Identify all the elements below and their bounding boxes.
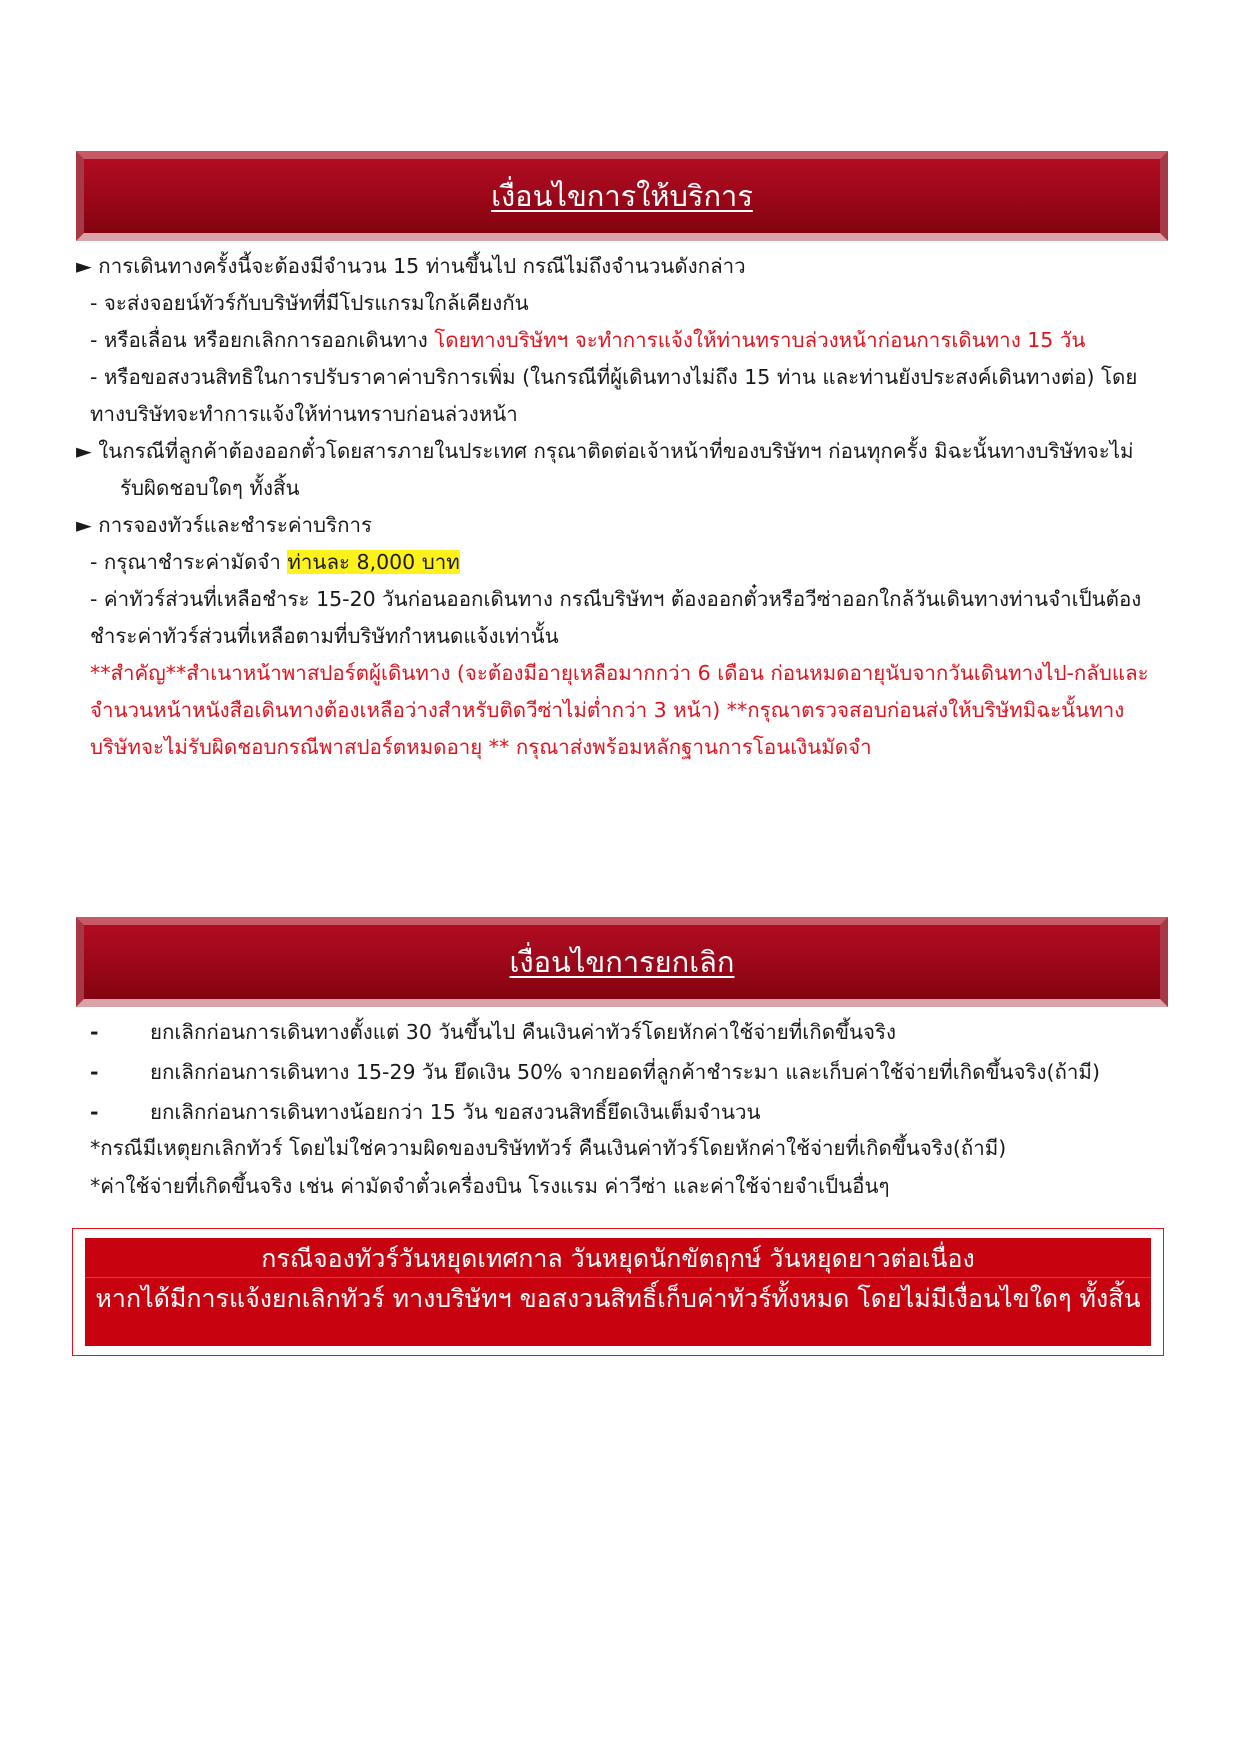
bullet-2-line-2: รับผิดชอบใดๆ ทั้งสิ้น bbox=[120, 476, 300, 500]
bullet-marker: ► bbox=[76, 513, 92, 537]
bullet-1-sub-2 bbox=[76, 322, 1176, 359]
list-item bbox=[90, 1092, 1170, 1132]
bullet-1-sub-3-line-2: ทางบริษัทจะทำการแจ้งให้ท่านทราบก่อนล่วงหน้า bbox=[90, 402, 518, 426]
bullet-1-sub-2-prefix: - หรือเลื่อน หรือยกเลิกการออกเดินทาง bbox=[90, 328, 435, 352]
list-marker: - bbox=[90, 1100, 99, 1124]
list-item-text: ยกเลิกก่อนการเดินทางน้อยกว่า 15 วัน ขอสงวนสิทธิ์ยึดเงินเต็มจำนวน bbox=[150, 1100, 761, 1124]
cancellation-conditions-banner bbox=[76, 917, 1168, 1007]
bullet-1-text: การเดินทางครั้งนี้จะต้องมีจำนวน 15 ท่านขึ้นไป กรณีไม่ถึงจำนวนดังกล่าว bbox=[98, 254, 746, 278]
deposit-prefix: - กรุณาชำระค่ามัดจำ bbox=[90, 550, 288, 574]
cancellation-notes bbox=[90, 1129, 1170, 1205]
bullet-1 bbox=[76, 248, 1176, 285]
balance-line-1: - ค่าทัวร์ส่วนที่เหลือชำระ 15-20 วันก่อนออกเดินทาง กรณีบริษัทฯ ต้องออกตั๋วหรือวีซ่าออกใกล้วันเดินทางท่านจำเป็นต้อง bbox=[90, 587, 1142, 611]
deposit-amount-highlight: ท่านละ 8,000 บาท bbox=[287, 550, 460, 574]
list-item-text: ยกเลิกก่อนการเดินทางตั้งแต่ 30 วันขึ้นไป คืนเงินค่าทัวร์โดยหักค่าใช้จ่ายที่เกิดขึ้นจริง bbox=[150, 1020, 897, 1044]
important-line-2: จำนวนหน้าหนังสือเดินทางต้องเหลือว่างสำหรับติดวีซ่าไม่ต่ำกว่า 3 หน้า) **กรุณาตรวจสอบก่อนส่งให้บริษัทมิฉะนั้นทาง bbox=[90, 698, 1125, 722]
cancellation-list bbox=[90, 1012, 1170, 1132]
important-line-1: **สำคัญ**สำเนาหน้าพาสปอร์ตผู้เดินทาง (จะต้องมีอายุเหลือมากกว่า 6 เดือน ก่อนหมดอายุนับจากวันเดินทางไป-กลับและ bbox=[90, 661, 1149, 685]
cancellation-note-2: *ค่าใช้จ่ายที่เกิดขึ้นจริง เช่น ค่ามัดจำตั๋วเครื่องบิน โรงแรม ค่าวีซ่า และค่าใช้จ่ายจำเป็นอื่นๆ bbox=[90, 1174, 890, 1198]
list-item bbox=[90, 1052, 1170, 1092]
bullet-3 bbox=[76, 507, 1176, 544]
holiday-notice-line-2: หากได้มีการแจ้งยกเลิกทัวร์ ทางบริษัทฯ ขอสงวนสิทธิ์เก็บค่าทัวร์ทั้งหมด โดยไม่มีเงื่อนไขใดๆ ทั้งสิ้น bbox=[85, 1277, 1151, 1317]
cancellation-conditions-title: เงื่อนไขการยกเลิก bbox=[509, 945, 735, 979]
deposit-line bbox=[76, 544, 1176, 581]
list-marker: - bbox=[90, 1060, 99, 1084]
banner-face bbox=[84, 159, 1160, 233]
holiday-notice-box bbox=[72, 1228, 1164, 1356]
bullet-1-sub-2-red: โดยทางบริษัทฯ จะทำการแจ้งให้ท่านทราบล่วงหน้าก่อนการเดินทาง 15 วัน bbox=[434, 328, 1086, 352]
service-conditions-body bbox=[76, 248, 1176, 766]
banner-face bbox=[84, 925, 1160, 999]
service-conditions-banner bbox=[76, 151, 1168, 241]
bullet-3-text: การจองทัวร์และชำระค่าบริการ bbox=[98, 513, 373, 537]
holiday-notice-line-1: กรณีจองทัวร์วันหยุดเทศกาล วันหยุดนักขัตฤกษ์ วันหยุดยาวต่อเนื่อง bbox=[261, 1244, 975, 1273]
bullet-marker: ► bbox=[76, 254, 92, 278]
balance-line-2: ชำระค่าทัวร์ส่วนที่เหลือตามที่บริษัทกำหนดแจ้งเท่านั้น bbox=[90, 624, 559, 648]
service-conditions-title: เงื่อนไขการให้บริการ bbox=[491, 179, 753, 213]
holiday-notice-inner bbox=[85, 1238, 1151, 1346]
bullet-2-line-1: ในกรณีที่ลูกค้าต้องออกตั๋วโดยสารภายในประเทศ กรุณาติดต่อเจ้าหน้าที่ของบริษัทฯ ก่อนทุกครั้ง มิฉะนั้นทางบริษัทจะไม่ bbox=[98, 439, 1134, 463]
list-item bbox=[90, 1012, 1170, 1052]
cancellation-note-1: *กรณีมีเหตุยกเลิกทัวร์ โดยไม่ใช่ความผิดของบริษัททัวร์ คืนเงินค่าทัวร์โดยหักค่าใช้จ่ายที่เกิดขึ้นจริง(ถ้ามี) bbox=[90, 1136, 1007, 1160]
list-marker: - bbox=[90, 1020, 99, 1044]
bullet-1-sub-3-line-1: - หรือขอสงวนสิทธิในการปรับราคาค่าบริการเพิ่ม (ในกรณีที่ผู้เดินทางไม่ถึง 15 ท่าน และท่านยังประสงค์เดินทางต่อ) โดย bbox=[90, 365, 1138, 389]
bullet-2 bbox=[76, 433, 1176, 470]
bullet-1-sub-1: - จะส่งจอยน์ทัวร์กับบริษัทที่มีโปรแกรมใกล้เคียงกัน bbox=[90, 291, 529, 315]
list-item-text: ยกเลิกก่อนการเดินทาง 15-29 วัน ยึดเงิน 50% จากยอดที่ลูกค้าชำระมา และเก็บค่าใช้จ่ายที่เกิดขึ้นจริง(ถ้ามี) bbox=[150, 1060, 1100, 1084]
important-line-3: บริษัทจะไม่รับผิดชอบกรณีพาสปอร์ตหมดอายุ ** กรุณาส่งพร้อมหลักฐานการโอนเงินมัดจำ bbox=[90, 735, 872, 759]
bullet-marker: ► bbox=[76, 439, 92, 463]
